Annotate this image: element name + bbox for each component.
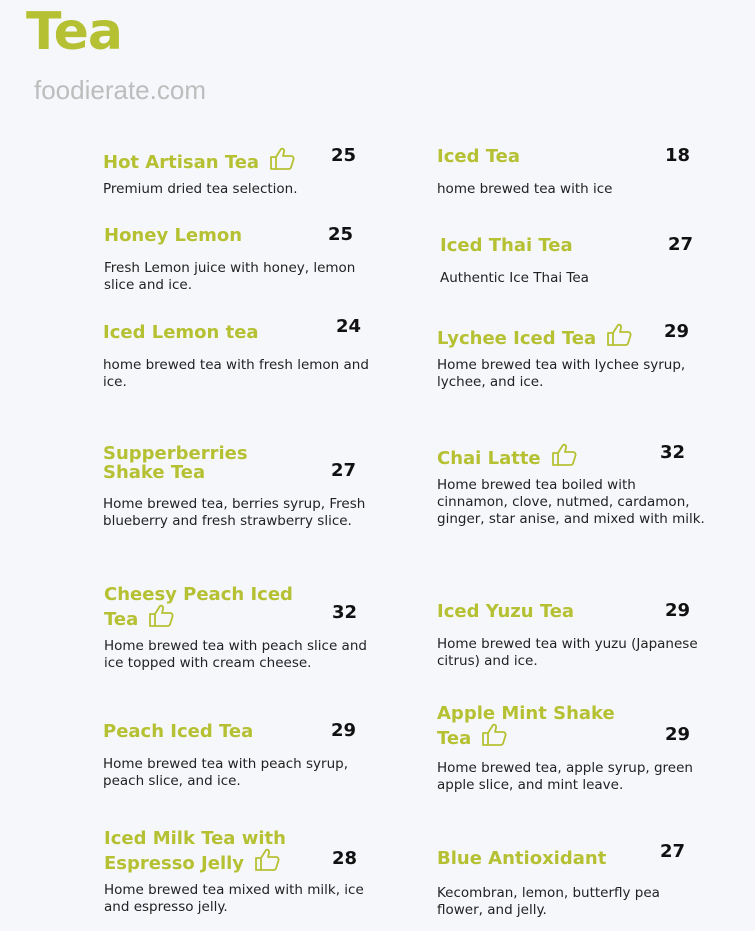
item-price: 27 (331, 460, 357, 481)
item-description: Home brewed tea with peach slice and ice topped with cream cheese. (104, 638, 367, 671)
item-description: Home brewed tea with yuzu (Japanese citrus) and ice. (437, 636, 698, 669)
item-description: Home brewed tea boiled with cinnamon, clove, nutmed, cardamon, ginger, star anise, and mixed with milk. (437, 477, 705, 527)
item-name: Iced Lemon tea (103, 322, 259, 343)
item-name: Apple Mint Shake Tea (437, 703, 615, 749)
item-description: Premium dried tea selection. (103, 181, 298, 197)
item-name: Iced Yuzu Tea (437, 601, 575, 622)
thumbs-up-icon (254, 848, 280, 872)
item-description: Home brewed tea with peach syrup, peach slice, and ice. (103, 756, 348, 789)
item-name: Iced Thai Tea (440, 235, 573, 256)
item-description: Home brewed tea with lychee syrup, lychee, and ice. (437, 357, 686, 390)
thumbs-up-icon (551, 443, 577, 467)
item-description: Kecombran, lemon, butterfly pea flower, and jelly. (437, 885, 660, 918)
item-name: Lychee Iced Tea (437, 328, 597, 349)
thumbs-up-icon (481, 723, 507, 747)
item-description: Home brewed tea, berries syrup, Fresh blueberry and fresh strawberry slice. (103, 496, 366, 529)
item-price: 18 (665, 145, 691, 166)
item-description: Authentic Ice Thai Tea (440, 270, 589, 286)
item-name: Chai Latte (437, 448, 541, 469)
item-price: 29 (665, 600, 691, 621)
item-name: Honey Lemon (104, 225, 243, 246)
item-price: 29 (664, 321, 690, 342)
item-price: 27 (660, 841, 686, 862)
thumbs-up-icon (606, 323, 632, 347)
site-watermark: foodierate.com (34, 75, 206, 105)
item-name: Iced Tea (437, 146, 520, 167)
item-name: Supperberries Shake Tea (103, 443, 248, 483)
item-price: 27 (668, 234, 694, 255)
item-name: Iced Milk Tea with Espresso Jelly (104, 828, 286, 874)
item-description: Home brewed tea, apple syrup, green apple slice, and mint leave. (437, 760, 693, 793)
item-price: 32 (332, 602, 358, 623)
item-name: Peach Iced Tea (103, 721, 254, 742)
item-price: 25 (328, 224, 354, 245)
thumbs-up-icon (148, 604, 174, 628)
item-name: Cheesy Peach Iced Tea (104, 584, 293, 630)
item-name: Hot Artisan Tea (103, 152, 260, 173)
item-price: 25 (331, 145, 357, 166)
item-price: 29 (665, 724, 691, 745)
item-price: 29 (331, 720, 357, 741)
item-price: 28 (332, 848, 358, 869)
item-description: home brewed tea with ice (437, 181, 613, 197)
thumbs-up-icon (269, 147, 295, 171)
item-price: 32 (660, 442, 686, 463)
item-description: Fresh Lemon juice with honey, lemon slice and ice. (104, 260, 356, 293)
item-description: Home brewed tea mixed with milk, ice and espresso jelly. (104, 882, 364, 915)
page-title: Tea (26, 2, 122, 62)
item-description: home brewed tea with fresh lemon and ice. (103, 357, 369, 390)
item-name: Blue Antioxidant (437, 848, 607, 869)
item-price: 24 (336, 316, 362, 337)
